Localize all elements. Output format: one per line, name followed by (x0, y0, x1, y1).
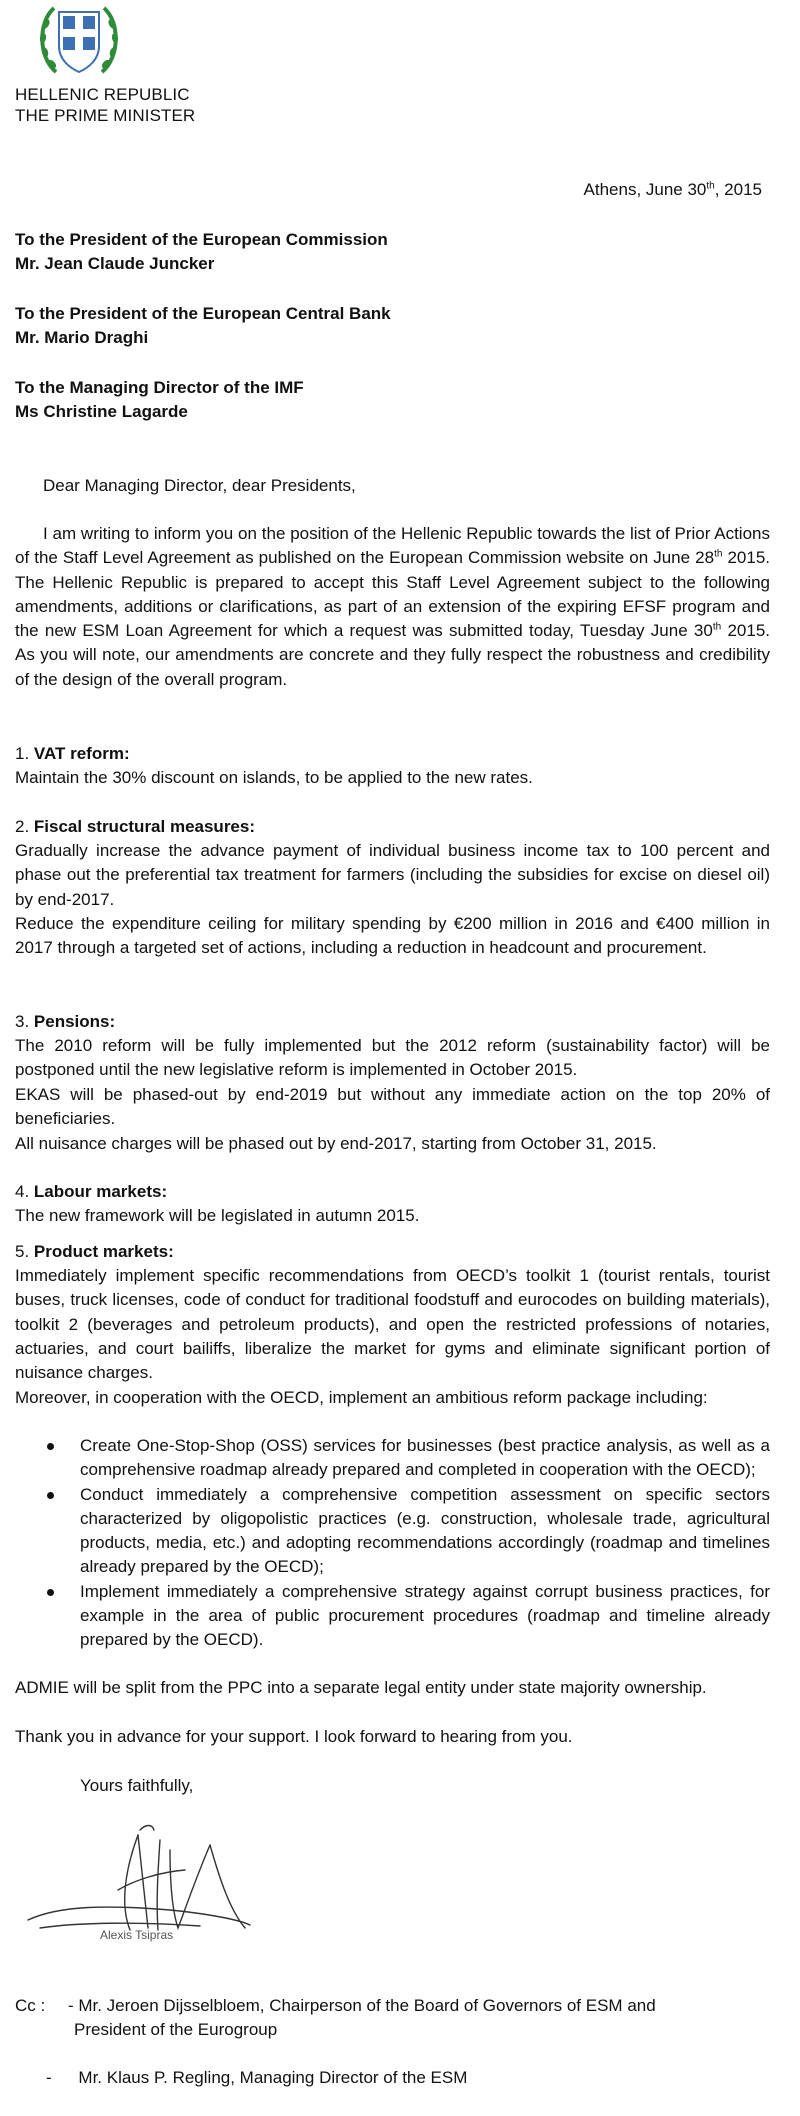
closing-valediction: Yours faithfully, (80, 1776, 194, 1795)
recipient-block-3 (15, 376, 304, 424)
section-5-text-1: Immediately implement specific recommendations from OECD’s toolkit 1 (tourist rentals, tourist buses, truck licenses, code of conduct for traditional foodstuff and eurocodes on building materials), toolkit 2 (beverages and petroleum products), and open the restricted professions of notaries, actuaries, and court bailiffs, liberalize the market for gyms and eliminate significant portion of nuisance charges. (15, 1266, 770, 1383)
section-4-text: The new framework will be legislated in autumn 2015. (15, 1206, 420, 1225)
section-3-text-2: EKAS will be phased-out by end-2019 but without any immediate action on the top 20% of beneficiaries. (15, 1085, 770, 1129)
section-1-text: Maintain the 30% discount on islands, to be applied to the new rates. (15, 768, 533, 787)
section-3-text-1: The 2010 reform will be fully implemented but the 2012 reform (sustainability factor) will be postponed until the new legislative reform is implemented in October 2015. (15, 1036, 770, 1080)
recipient-name: Ms Christine Lagarde (15, 402, 188, 421)
cc-line-2 (46, 2066, 467, 2090)
cc-dash: - (46, 2068, 52, 2087)
cc-recipient-1: - Mr. Jeroen Dijsselbloem, Chairperson of the Board of Governors of ESM and (67, 1996, 656, 2015)
section-4-heading: 4. Labour markets: (15, 1182, 168, 1201)
bullet-icon (47, 1492, 54, 1499)
greek-coat-of-arms-icon (36, 2, 122, 78)
salutation: Dear Managing Director, dear Presidents, (43, 476, 356, 495)
cc-line-1 (15, 1994, 656, 2018)
letterhead-office: THE PRIME MINISTER (15, 106, 196, 125)
list-item: Create One-Stop-Shop (OSS) services for businesses (best practice analysis, as well as a comprehensive roadmap already prepared and completed in cooperation with the OECD); (15, 1434, 770, 1483)
intro-paragraph: I am writing to inform you on the position of the Hellenic Republic towards the list of Prior Actions of the Staff Level Agreement as published on the European Commission website on June 28th 2015. The Hellenic Republic is prepared to accept this Staff Level Agreement subject to the following amendments, additions or clarifications, as part of an extension of the expiring EFSF program and the new ESM Loan Agreement for which a request was submitted today, Tuesday June 30th 2015. As you will note, our amendments are concrete and they fully respect the robustness and credibility of the design of the overall program. (15, 524, 771, 689)
recipient-title: To the President of the European Commission (15, 230, 388, 249)
section-5-text-2: Moreover, in cooperation with the OECD, implement an ambitious reform package including: (15, 1388, 708, 1407)
recipient-title: To the President of the European Central Bank (15, 304, 391, 323)
recipient-name: Mr. Jean Claude Juncker (15, 254, 215, 273)
section-2-text-1: Gradually increase the advance payment of individual business income tax to 100 percent and phase out the preferential tax treatment for farmers (including the subsidies for excise on diesel oil) by end-2017. (15, 841, 770, 909)
recipient-block-2 (15, 302, 391, 350)
recipient-title: To the Managing Director of the IMF (15, 378, 304, 397)
list-item: Implement immediately a comprehensive strategy against corrupt business practices, for example in the area of public procurement procedures (roadmap and timeline already prepared by the OECD). (15, 1580, 770, 1653)
bullet-icon (47, 1589, 54, 1596)
section-1-heading: 1. VAT reform: (15, 744, 130, 763)
reform-package-list (15, 1434, 770, 1653)
section-2-text-2: Reduce the expenditure ceiling for military spending by €200 million in 2016 and €400 million in 2017 through a targeted set of actions, including a reduction in headcount and procurement. (15, 914, 770, 958)
recipient-block-1 (15, 228, 388, 276)
section-2-heading: 2. Fiscal structural measures: (15, 817, 256, 836)
list-item: Conduct immediately a comprehensive competition assessment on specific sectors characterized by oligopolistic practices (e.g. construction, wholesale trade, agricultural products, media, etc.) and adopting recommendations accordingly (roadmap and timelines already prepared by the OECD); (15, 1483, 770, 1580)
letter-date: Athens, June 30th, 2015 (583, 180, 762, 199)
closing-thanks: Thank you in advance for your support. I look forward to hearing from you. (15, 1727, 573, 1746)
letterhead-republic: HELLENIC REPUBLIC (15, 85, 190, 104)
bullet-icon (47, 1443, 54, 1450)
recipient-name: Mr. Mario Draghi (15, 328, 149, 347)
section-3-text-3: All nuisance charges will be phased out by end-2017, starting from October 31, 2015. (15, 1134, 657, 1153)
signature-printed-name: Alexis Tsipras (100, 1928, 174, 1942)
section-3-heading: 3. Pensions: (15, 1012, 116, 1031)
section-5-text-3: ADMIE will be split from the PPC into a separate legal entity under state majority ownership. (15, 1678, 707, 1697)
cc-line-1-cont: President of the Eurogroup (74, 2020, 278, 2039)
cc-label: Cc : (15, 1996, 46, 2015)
cc-recipient-2: Mr. Klaus P. Regling, Managing Director of the ESM (78, 2068, 468, 2087)
section-5-heading: 5. Product markets: (15, 1242, 174, 1261)
